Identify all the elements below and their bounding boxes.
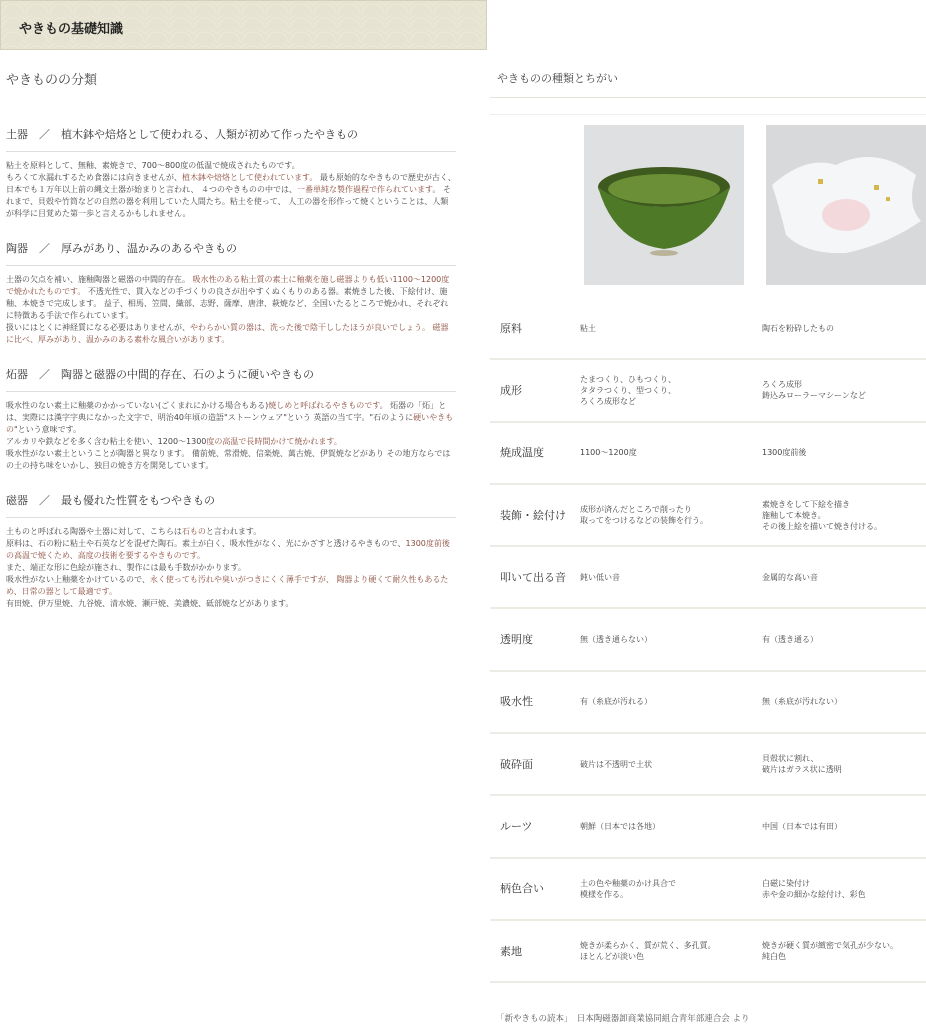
highlighted-text: 1300度前後の高温で焼くため、 [6,539,450,560]
row-label: 柄色合い [500,882,544,896]
porcelain-value: 陶石を粉砕したもの [762,323,834,333]
table-row [490,547,926,609]
comparison-table [490,298,926,983]
earthenware-value: 粘土 [580,323,596,333]
porcelain-value: 1300度前後 [762,448,807,458]
section-heading: 陶器 ／ 厚みがあり、温かみのあるやきもの [6,240,456,266]
row-label: 吸水性 [500,695,533,709]
table-row [490,298,926,360]
section-2 [6,366,456,472]
section-0 [6,126,456,220]
body-text: 有田焼、伊万里焼、九谷焼、清水焼、瀬戸焼、美濃焼、砥部焼などがあります。 [6,599,294,608]
porcelain-value: ろくろ成形 鋳込みローラーマシーンなど [762,380,866,401]
table-row [490,921,926,983]
section-heading: 炻器 ／ 陶器と磁器の中間的存在、石のように硬いやきもの [6,366,456,392]
table-row [490,672,926,734]
table-row [490,734,926,796]
section-body [6,274,456,346]
section-3 [6,492,456,610]
porcelain-value: 金属的な高い音 [762,572,818,582]
earthenware-value: 朝鮮（日本では各地） [580,822,660,832]
body-text: と言われます。 [205,527,262,536]
highlighted-text: 吸水性のある粘土質の素土に釉薬を施し磁器よりも低い1100～1200度で焼かれたものです。 [6,275,450,296]
row-label: 叩いて出る音 [500,570,566,584]
earthenware-value: 有（糸底が汚れる） [580,697,652,707]
body-text: アルカリや鉄などを多く含む粘土を使い、1200～1300 [6,437,207,446]
porcelain-value: 焼きが硬く質が緻密で気孔が少ない。 純白色 [762,941,898,962]
highlighted-text: 一番単純な製作過程で作られています。 [297,185,441,194]
body-text: 吸水性がない素土ということが陶器と異なります。 備前焼、常滑焼、信楽焼、萬古焼、伊賀焼などがあり その地方ならではの土の持ち味をいかし、独目の焼き方を開発しています。 [6,449,451,470]
section-heading: 磁器 ／ 最も優れた性質をもつやきもの [6,492,456,518]
body-text: 土ものと呼ばれる陶器や土器に対して、こちらは [6,527,182,536]
green-glazed-bowl-image [584,125,744,285]
body-text: それまで、貝殻や竹筒などの自然の器を利用していた人間たち。粘土を使って、 人工の器を形作って焼くということは、人類が科学に目覚めた第一歩と言えるかもしれません。 [6,185,451,218]
body-text: 土器の欠点を補い、施釉陶器と磁器の中間的存在。 [6,275,193,284]
porcelain-value: 無（糸底が汚れない） [762,697,842,707]
body-text: 扱いにはとくに神経質になる必要はありませんが、 [6,323,190,332]
comparison-title: やきものの種類とちがい [490,70,926,98]
table-row [490,423,926,485]
highlighted-text: 陶器より硬くて耐久性もあるため、日常の器として最適です。 [6,575,449,596]
row-label: 素地 [500,944,522,958]
earthenware-value: たまつくり、ひもつくり、 タタラつくり、型つくり、 ろくろ成形など [580,374,676,406]
table-row [490,796,926,858]
classification-title: やきものの分類 [6,73,98,88]
section-body [6,526,456,610]
row-label: 原料 [500,321,522,335]
highlighted-text: 石もの [181,527,206,536]
row-label: ルーツ [500,820,533,834]
porcelain-value: 素焼きをして下絵を描き 施釉して本焼き。 その後上絵を描いて焼き付ける。 [762,499,882,531]
body-text: 最も原始的なやきもので歴史が古く、日本でも１万年以上前の縄文土器が始まりと言われ、 ４つのやきものの中では、 [6,173,456,194]
row-label: 焼成温度 [500,446,544,460]
earthenware-value: 無（透き通らない） [580,635,652,645]
page-title: やきもの基礎知識 [19,22,124,37]
porcelain-value: 有（透き通る） [762,635,818,645]
body-text: "という意味です。 [14,425,82,434]
body-text: 粘土を原料として、無釉、素焼きで、700～800度の低温で焼成されたものです。 [6,161,300,170]
classification-column [6,70,456,630]
row-label: 装飾・絵付け [500,508,566,522]
porcelain-value: 貝殻状に割れ、 破片はガラス状に透明 [762,754,842,775]
row-label: 透明度 [500,633,533,647]
highlighted-text: 硬いやきもの [6,413,454,434]
page-banner [0,0,487,50]
table-row [490,859,926,921]
highlighted-text: やわらかい質の器は、洗った後で陰干ししたほうが良いでしょう。 [190,323,430,332]
highlighted-text: 度の高温で長時間かけて焼かれます。 [206,437,342,446]
body-text: 不透光性で、貫入などの手づくりの良さが出やすくぬくもりのある器。素焼きした後、下絵付け、施釉、本焼きで完成します。 益子、相馬、笠間、織部、志野、薩摩、唐津、萩焼など、全国いたるところで焼かれ、それぞれに特徴ある手法で作られています。 [6,287,449,320]
section-heading: 土器 ／ 植木鉢や焙烙として使われる、人類が初めて作ったやきもの [6,126,456,152]
section-body [6,160,456,220]
comparison-column [490,70,926,962]
row-label: 破砕面 [500,757,533,771]
highlighted-text: 磁器に比べ、厚みがあり、温かみのある素朴な風合いがあります。 [6,323,449,344]
highlighted-text: 高度の技術を要するやきものです。 [77,551,206,560]
white-porcelain-dish-image [766,125,926,285]
row-label: 成形 [500,383,522,397]
table-row [490,360,926,422]
earthenware-value: 破片は不透明で土状 [580,759,652,769]
highlighted-text: 植木鉢や焙烙として使われています。 [182,173,318,182]
porcelain-value: 白磁に染付け 赤や金の細かな絵付け、彩色 [762,878,866,899]
table-row [490,485,926,547]
table-row [490,609,926,671]
porcelain-value: 中国（日本では有田） [762,822,842,832]
body-text: 原料は、石の粉に粘土や石英などを混ぜた陶石。素土が白く、吸水性がなく、光にかざすと透けるやきもので、 [6,539,406,548]
earthenware-value: 1100～1200度 [580,448,637,458]
earthenware-value: 焼きが柔らかく、質が荒く、多孔質。 ほとんどが淡い色 [580,941,716,962]
pottery-images [490,114,926,310]
body-text: 吸水性のない素土に釉薬のかかっていない(ごくまれにかける場合もある) [6,401,269,410]
earthenware-value: 土の色や釉薬のかけ具合で 模様を作る。 [580,878,676,899]
body-text: もろくて水漏れするため食器には向きませんが、 [6,173,182,182]
earthenware-value: 鈍い低い音 [580,572,620,582]
source-citation: 「新やきもの読本」 日本陶磁器卸商業協同組合青年部連合会 より [496,1014,750,1024]
body-text: 炻器の「炻」とは、実際には漢字字典になかった文字で、明治40年頃の造語"ストーンウェア"という 英語の当て字。"石のように [6,401,447,422]
earthenware-value: 成形が済んだところで削ったり 取ってをつけるなどの装飾を行う。 [580,505,708,526]
body-text: 吸水性がない上釉薬をかけているので、 [6,575,150,584]
section-1 [6,240,456,346]
highlighted-text: 焼しめと呼ばれるやきものです。 [268,401,388,410]
body-text: また、端正な形に色絵が施され、製作には最も手数がかかります。 [6,563,246,572]
section-body [6,400,456,472]
highlighted-text: 永く使っても汚れや臭いがつきにくく薄手ですが、 [149,575,334,584]
